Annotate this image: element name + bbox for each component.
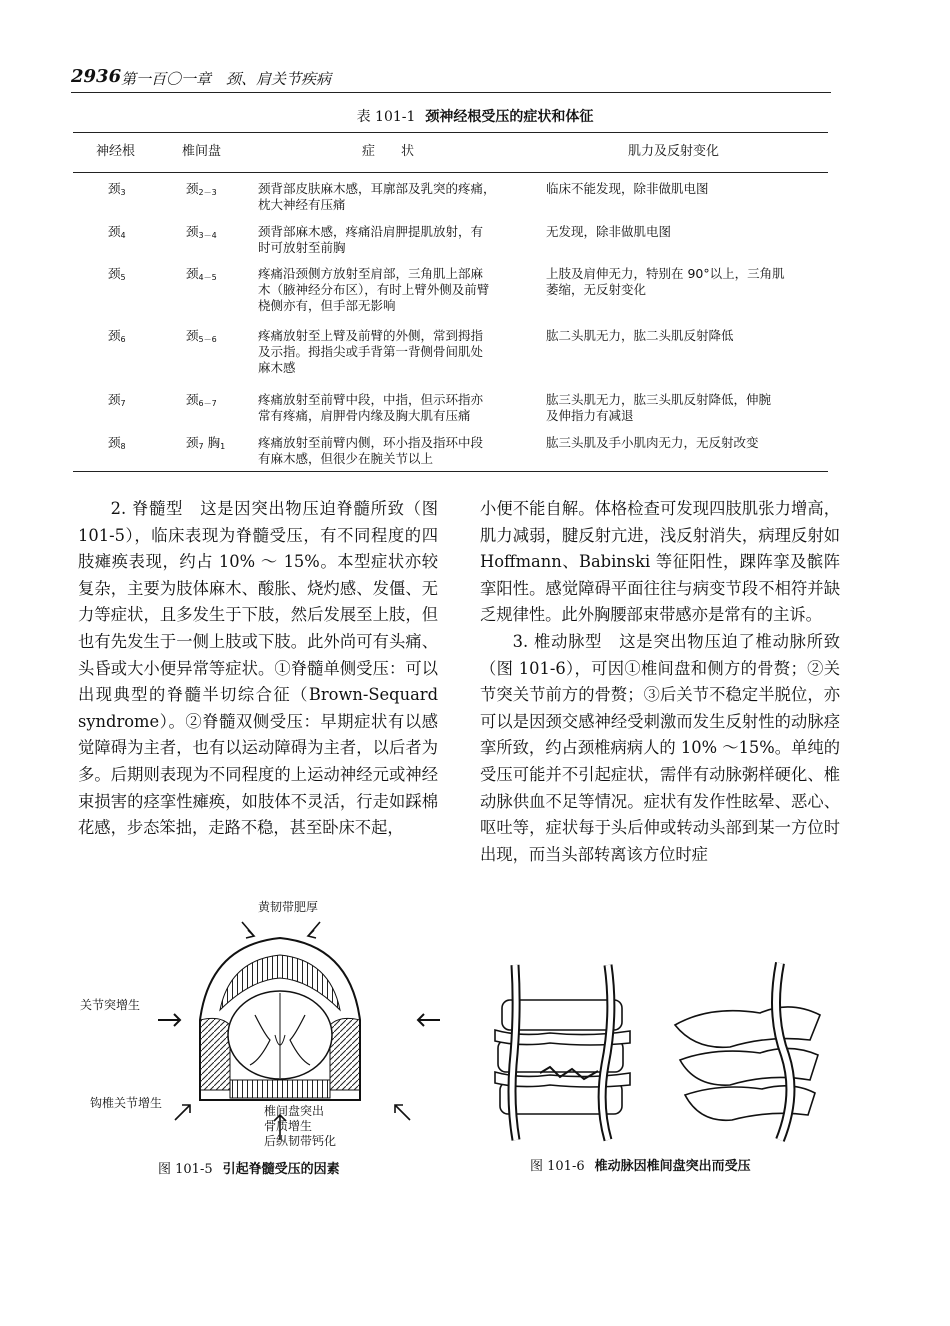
symptom-line: 疼痛放射至前臂中段，中指，但示环指亦 — [258, 392, 484, 407]
symptom-cell — [258, 392, 483, 424]
table-number: 表 101-1 — [356, 109, 416, 125]
table-header-rule — [73, 172, 828, 173]
reflex-change-line: 肱三头肌无力，肱三头肌反射降低，伸腕 — [546, 392, 772, 407]
figure-101-5 — [70, 900, 470, 1180]
nerve-root-cell: 颈$_7$ — [108, 392, 126, 408]
symptom-line: 颈背部麻木感，疼痛沿肩胛提肌放射，有 — [258, 224, 484, 239]
table-header-root: 神经根 — [96, 144, 136, 159]
nerve-root-cell: 颈$_6$ — [108, 328, 126, 344]
figure-101-5-title: 引起脊髓受压的因素 — [222, 1162, 340, 1177]
paragraph-vertebral-artery: 3. 椎动脉型 这是突出物压迫了椎动脉所致（图 101-6），可因①椎间盘和侧方的骨赘；②关节突关节前方的骨赘；③后关节不稳定半脱位，亦可以是因颈交感神经受刺激而发生反射性的动脉痉挛所致，约占颈椎病病人的 10% ～15%。单纯的受压可能并不引起症状，需伴有动脉粥样硬化、椎动脉供血不足等情况。症状有发作性眩晕、恶心、呕吐等，症状每于头后伸或转动头部到某一方位时出现，而当头部转离该方位时症 — [480, 631, 840, 864]
reflex-change-line: 肱二头肌无力，肱二头肌反射降低 — [546, 328, 734, 343]
symptom-cell — [258, 224, 483, 256]
figure-101-5-number: 图 101-5 — [158, 1162, 213, 1177]
reflex-change-cell — [546, 266, 785, 298]
paragraph-myelopathy: 2. 脊髓型 这是因突出物压迫脊髓所致（图 101-5），临床表现为脊髓受压，有不同程度的四肢瘫痪表现，约占 10% ～ 15%。本型症状亦较复杂，主要为肢体麻木、酸胀、烧灼感、发僵、无力等症状，且多发生于下肢，然后发展至上肢，但也有先发生于一侧上肢或下肢。此外尚可有头痛、头昏或大小便异常等症状。①脊髓单侧受压：可以出现典型的脊髓半切综合征（Brown-Sequard syndrome）。②脊髓双侧受压：早期症状有以感觉障碍为主者，也有以运动障碍为主者，以后者为多。后期则表现为不同程度的上运动神经元或神经束损害的痉挛性瘫痪，如肢体不灵活，行走如踩棉花感，步态笨拙，走路不稳，甚至卧床不起， — [78, 499, 438, 838]
reflex-change-cell — [546, 181, 709, 197]
reflex-change-line: 临床不能发现，除非做肌电图 — [546, 181, 709, 196]
page-header — [71, 66, 831, 90]
reflex-change-cell — [546, 224, 671, 240]
disc-level-cell: 颈$_{6-7}$ — [186, 392, 217, 408]
nerve-root-cell: 颈$_3$ — [108, 181, 126, 197]
symptom-line: 常有疼痛，肩胛骨内缘及胸大肌有压痛 — [258, 408, 471, 423]
table-title: 颈神经根受压的症状和体征 — [425, 109, 594, 125]
page-number: 2936 — [71, 66, 122, 87]
symptom-line: 时可放射至前胸 — [258, 240, 346, 255]
figure-101-6-caption — [530, 1155, 751, 1174]
disc-level-cell: 颈$_7$ 胸$_1$ — [186, 435, 226, 451]
label-bottom-factors — [264, 1104, 336, 1149]
nerve-root-cell: 颈$_5$ — [108, 266, 126, 282]
table-bottom-rule — [73, 471, 828, 472]
symptom-cell — [258, 181, 496, 213]
reflex-change-line: 肱三头肌及手小肌肉无力，无反射改变 — [546, 435, 759, 450]
disc-level-cell: 颈$_{5-6}$ — [186, 328, 217, 344]
left-column — [78, 496, 438, 842]
label-ligamentum-flavum: 黄韧带肥厚 — [258, 900, 319, 914]
symptom-cell — [258, 266, 489, 314]
table-header-disc: 椎间盘 — [182, 144, 222, 159]
table-header-change: 肌力及反射变化 — [628, 144, 720, 159]
chapter-title: 第一百〇一章 颈、肩关节疾病 — [121, 70, 332, 88]
right-column — [480, 496, 840, 868]
symptom-line: 有麻木感，但很少在腕关节以上 — [258, 451, 434, 466]
table-caption — [0, 106, 950, 126]
reflex-change-cell — [546, 392, 771, 424]
label-uncovertebral-hyperplasia: 钩椎关节增生 — [90, 1096, 163, 1110]
label-disc-herniation: 椎间盘突出 — [264, 1104, 325, 1118]
symptom-line: 颈背部皮肤麻木感，耳廓部及乳突的疼痛， — [258, 181, 496, 196]
reflex-change-line: 上肢及肩伸无力，特别在 90°以上，三角肌 — [546, 266, 785, 281]
symptom-line: 麻木感 — [258, 360, 296, 375]
figure-101-5-caption — [158, 1158, 340, 1177]
figure-101-6-number: 图 101-6 — [530, 1159, 585, 1174]
label-pll-calcification: 后纵韧带钙化 — [264, 1134, 337, 1148]
symptom-line: 疼痛沿颈侧方放射至肩部，三角肌上部麻 — [258, 266, 484, 281]
reflex-change-line: 无发现，除非做肌电图 — [546, 224, 672, 239]
symptom-cell — [258, 328, 483, 376]
disc-level-cell: 颈$_{3-4}$ — [186, 224, 217, 240]
table-header-symptom: 症 状 — [362, 144, 415, 159]
reflex-change-cell — [546, 435, 759, 451]
symptom-line: 木（腋神经分布区），有时上臂外侧及前臂 — [258, 282, 490, 297]
disc-level-cell: 颈$_{2-3}$ — [186, 181, 217, 197]
symptom-cell — [258, 435, 483, 467]
reflex-change-line: 萎缩，无反射变化 — [546, 282, 647, 297]
label-facet-hyperplasia: 关节突增生 — [80, 998, 141, 1012]
nerve-root-cell: 颈$_4$ — [108, 224, 126, 240]
symptom-line: 及示指。拇指尖或手背第一背侧骨间肌处 — [258, 344, 484, 359]
nerve-root-cell: 颈$_8$ — [108, 435, 126, 451]
label-osteophyte: 骨质增生 — [264, 1119, 313, 1133]
symptom-line: 枕大神经有压痛 — [258, 197, 346, 212]
reflex-change-line: 及伸指力有减退 — [546, 408, 634, 423]
disc-level-cell: 颈$_{4-5}$ — [186, 266, 217, 282]
figure-101-6 — [480, 955, 840, 1180]
symptom-line: 疼痛放射至前臂内侧，环小指及指环中段 — [258, 435, 484, 450]
symptom-line: 桡侧亦有，但手部无影响 — [258, 298, 396, 313]
symptom-line: 疼痛放射至上臂及前臂的外侧，常到拇指 — [258, 328, 484, 343]
figure-101-6-title: 椎动脉因椎间盘突出而受压 — [594, 1159, 751, 1174]
table-top-rule — [73, 132, 828, 133]
header-rule — [71, 92, 831, 93]
vertebral-artery-compression-diagram — [480, 955, 840, 1145]
reflex-change-cell — [546, 328, 734, 344]
paragraph-continuation: 小便不能自解。体格检查可发现四肢肌张力增高，肌力减弱，腱反射亢进，浅反射消失，病理反射如 Hoffmann、Babinski 等征阳性，踝阵挛及髌阵挛阳性。感觉障碍平面往往与病变节段不相符并缺乏规律性。此外胸腰部束带感亦是常有的主诉。 — [480, 499, 840, 625]
